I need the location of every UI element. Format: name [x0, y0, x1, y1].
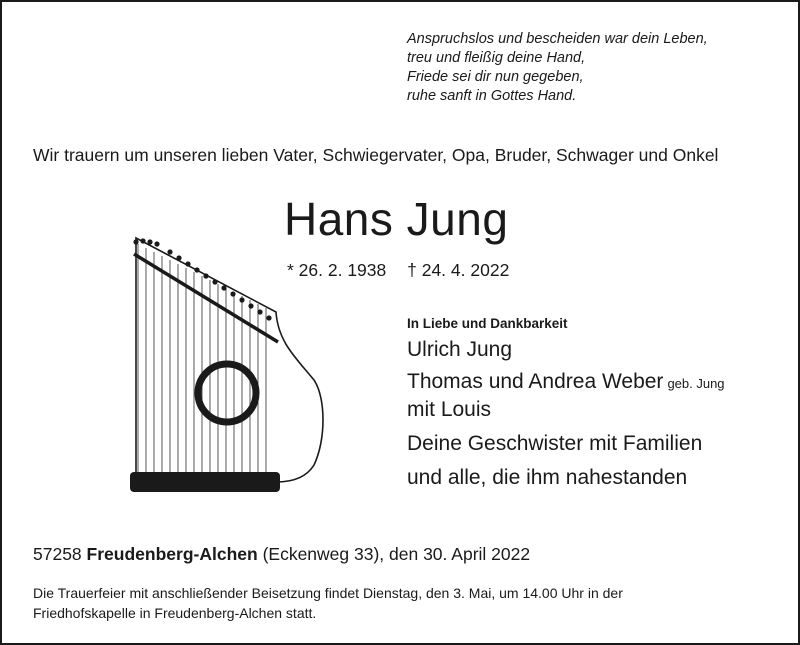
- mourner-names: Thomas und Andrea Weber: [407, 370, 664, 393]
- poem: [407, 30, 708, 106]
- intro-text: Wir trauern um unseren lieben Vater, Schwiegervater, Opa, Bruder, Schwager und Onkel: [33, 145, 719, 165]
- ceremony-info: [33, 583, 733, 623]
- address-line: [33, 544, 530, 565]
- deceased-name: Hans Jung: [284, 193, 509, 245]
- death-date: † 24. 4. 2022: [407, 260, 510, 280]
- street-date: (Eckenweg 33), den 30. April 2022: [262, 544, 531, 564]
- place-name: Freudenberg-Alchen: [86, 544, 258, 564]
- zip-code: 57258: [33, 544, 82, 564]
- mourner-line: mit Louis: [407, 398, 492, 421]
- mourner-line: [407, 369, 725, 397]
- mourners-lead: In Liebe und Dankbarkeit: [407, 316, 568, 331]
- poem-line: Friede sei dir nun gegeben,: [407, 69, 584, 85]
- mourner-line: Deine Geschwister mit Familien: [407, 432, 703, 455]
- mourner-line: und alle, die ihm nahestanden: [407, 466, 688, 489]
- poem-line: treu und fleißig deine Hand,: [407, 50, 586, 66]
- mourner-line: Ulrich Jung: [407, 338, 513, 361]
- zither-icon: [126, 230, 331, 505]
- ceremony-line: Friedhofskapelle in Freudenberg-Alchen statt.: [33, 605, 317, 621]
- mourners-list: [407, 316, 725, 491]
- birth-date: * 26. 2. 1938: [287, 260, 387, 280]
- poem-line: ruhe sanft in Gottes Hand.: [407, 88, 577, 104]
- ceremony-line: Die Trauerfeier mit anschließender Beisetzung findet Dienstag, den 3. Mai, um 14.00 Uhr in der: [33, 585, 623, 601]
- poem-line: Anspruchslos und bescheiden war dein Leben,: [407, 31, 708, 47]
- maiden-name-note: geb. Jung: [667, 376, 725, 391]
